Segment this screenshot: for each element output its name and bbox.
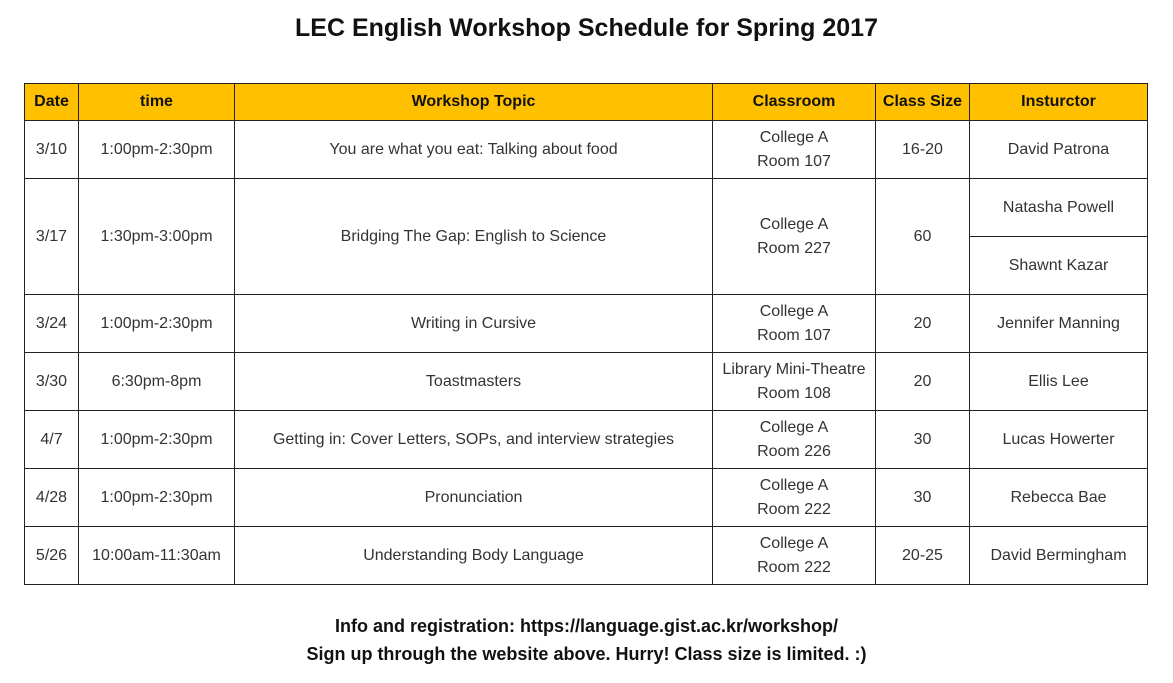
- instructor-cell: Rebecca Bae: [970, 469, 1148, 527]
- date-cell: 4/28: [25, 469, 79, 527]
- header-instructor: Insturctor: [970, 84, 1148, 121]
- class-size-cell: 20: [876, 353, 970, 411]
- table-row: [25, 411, 1148, 469]
- registration-info: Info and registration: https://language.gist.ac.kr/workshop/: [334, 616, 839, 636]
- header-time: time: [79, 84, 235, 121]
- class-size-cell: 16-20: [876, 121, 970, 179]
- date-cell: 3/24: [25, 295, 79, 353]
- room-number: Room 107: [757, 326, 831, 344]
- room-number: Room 222: [757, 500, 831, 518]
- room-number: Room 108: [757, 384, 831, 402]
- topic-cell: Bridging The Gap: English to Science: [235, 179, 713, 295]
- table-row: [25, 527, 1148, 585]
- classroom-cell: [713, 527, 876, 585]
- instructor-cell: Ellis Lee: [970, 353, 1148, 411]
- classroom-cell: [713, 469, 876, 527]
- header-classroom: Classroom: [713, 84, 876, 121]
- time-cell: 1:00pm-2:30pm: [79, 295, 235, 353]
- date-cell: 3/10: [25, 121, 79, 179]
- header-class-size: Class Size: [876, 84, 970, 121]
- table-row: [25, 353, 1148, 411]
- table-row: [25, 295, 1148, 353]
- class-size-cell: 60: [876, 179, 970, 295]
- class-size-cell: 30: [876, 411, 970, 469]
- instructor-cell: David Bermingham: [970, 527, 1148, 585]
- table-row: [25, 469, 1148, 527]
- header-topic: Workshop Topic: [235, 84, 713, 121]
- building-name: College A: [759, 215, 829, 233]
- building-name: College A: [759, 302, 829, 320]
- building-name: College A: [759, 128, 829, 146]
- room-number: Room 226: [757, 442, 831, 460]
- footer-note: [0, 612, 1173, 668]
- building-name: Library Mini-Theatre: [722, 360, 866, 378]
- classroom-cell: [713, 179, 876, 295]
- date-cell: 3/30: [25, 353, 79, 411]
- room-number: Room 107: [757, 152, 831, 170]
- time-cell: 1:00pm-2:30pm: [79, 469, 235, 527]
- instructor-cell: David Patrona: [970, 121, 1148, 179]
- topic-cell: Understanding Body Language: [235, 527, 713, 585]
- topic-cell: Writing in Cursive: [235, 295, 713, 353]
- class-size-cell: 20-25: [876, 527, 970, 585]
- building-name: College A: [759, 418, 829, 436]
- time-cell: 1:00pm-2:30pm: [79, 411, 235, 469]
- room-number: Room 227: [757, 239, 831, 257]
- instructor-cell: Lucas Howerter: [970, 411, 1148, 469]
- date-cell: 4/7: [25, 411, 79, 469]
- classroom-cell: [713, 295, 876, 353]
- header-date: Date: [25, 84, 79, 121]
- schedule-table: [24, 83, 1148, 585]
- time-cell: 1:00pm-2:30pm: [79, 121, 235, 179]
- topic-cell: Toastmasters: [235, 353, 713, 411]
- topic-cell: Pronunciation: [235, 469, 713, 527]
- time-cell: 6:30pm-8pm: [79, 353, 235, 411]
- table-row: [25, 121, 1148, 179]
- date-cell: 3/17: [25, 179, 79, 295]
- class-size-cell: 20: [876, 295, 970, 353]
- instructor-cell: Jennifer Manning: [970, 295, 1148, 353]
- class-size-cell: 30: [876, 469, 970, 527]
- instructor-cell: Natasha Powell: [970, 179, 1148, 237]
- room-number: Room 222: [757, 558, 831, 576]
- topic-cell: Getting in: Cover Letters, SOPs, and interview strategies: [235, 411, 713, 469]
- classroom-cell: [713, 121, 876, 179]
- instructor-cell: Shawnt Kazar: [970, 237, 1148, 295]
- classroom-cell: [713, 353, 876, 411]
- building-name: College A: [759, 476, 829, 494]
- classroom-cell: [713, 411, 876, 469]
- signup-note: Sign up through the website above. Hurry! Class size is limited. :): [306, 644, 867, 664]
- time-cell: 1:30pm-3:00pm: [79, 179, 235, 295]
- page-title: LEC English Workshop Schedule for Spring 2017: [295, 14, 878, 42]
- building-name: College A: [759, 534, 829, 552]
- header-row: [25, 84, 1148, 121]
- date-cell: 5/26: [25, 527, 79, 585]
- topic-cell: You are what you eat: Talking about food: [235, 121, 713, 179]
- time-cell: 10:00am-11:30am: [79, 527, 235, 585]
- table-row: [25, 179, 1148, 237]
